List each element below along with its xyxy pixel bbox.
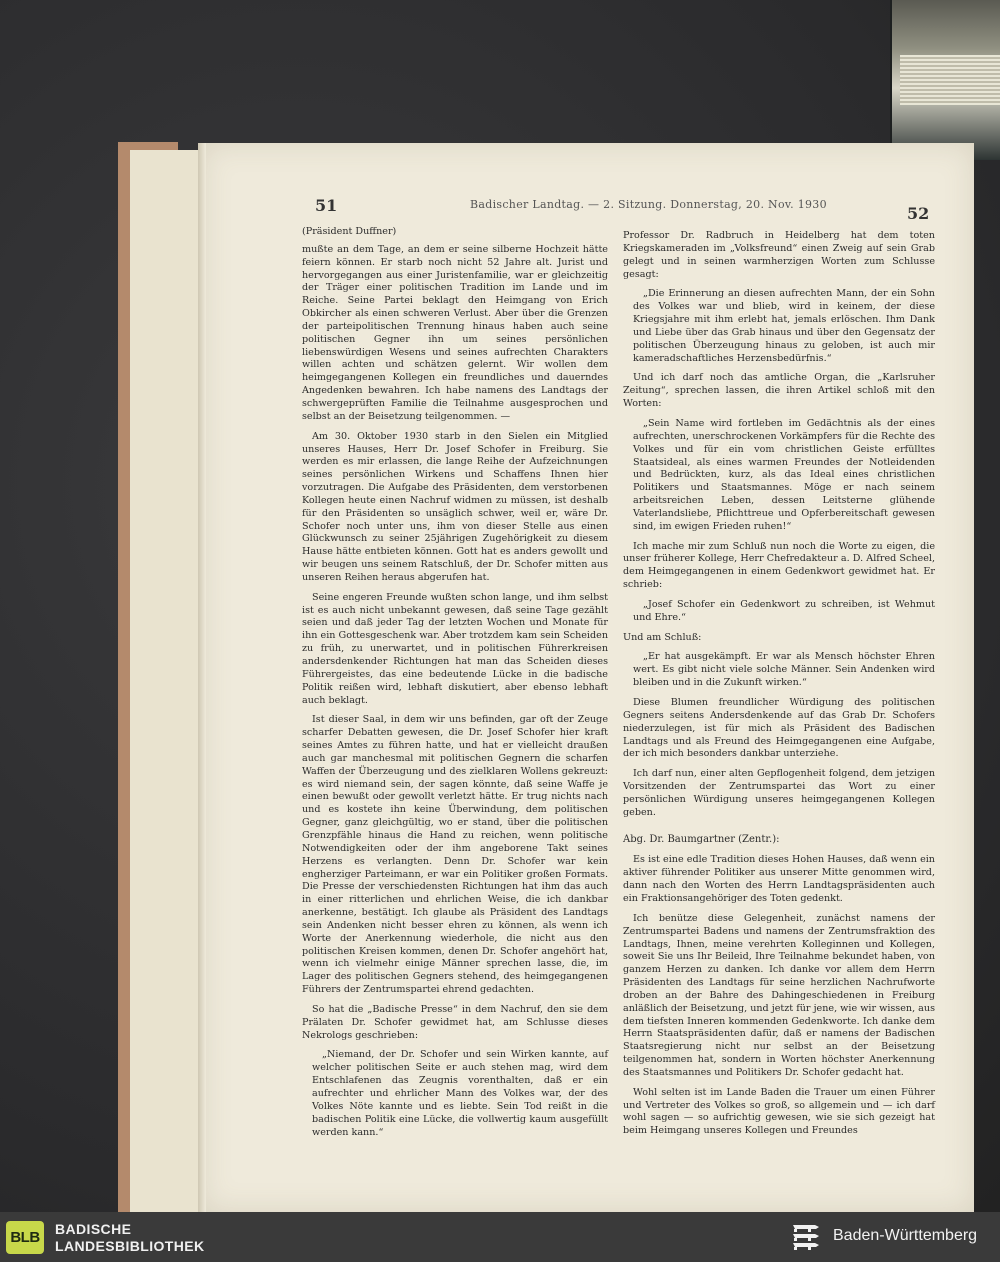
quotation: „Niemand, der Dr. Schofer und sein Wirken kannte, auf welcher politischen Seite er auch stehen mag, wird dem Entschlafenen das Zeugnis vorenthalten, daß er ein aufrechter und ehrlicher Mann des Volkes war, der des Volkes Nöte kannte und es liebte. Sein Tod reißt in die badischen Politik eine Lücke, die vollwertig kaum ausgefüllt werden kann.“ — [312, 1049, 608, 1138]
library-name-line1: BADISCHE — [55, 1221, 132, 1237]
paragraph: Ich benütze diese Gelegenheit, zunächst namens der Zentrumspartei Badens und namens der Zentrumsfraktion des Landtags, Ihnen, meine verehrten Kolleginnen und Kollegen, soweit Sie uns Ihr Beileid, Ihre Teilnahme bekundet haben, von ganzem Herzen zu danken. Ich danke vor allem dem Herrn Präsidenten des Landtags für seine herzlichen Nachrufworte droben an der Bahre des Dahingeschiedenen in Freiburg anläßlich der Beisetzung, und jetzt für jene, wie wir wissen, aus dem tiefsten Inneren kommenden Gedenkworte. Ich danke dem Herrn Staatspräsidenten dafür, daß er namens der Badischen Staatsregierung nicht nur selbst an der Beisetzung teilgenommen hat, sondern in Worten höchster Anerkennung des Staatsmannes und Politikers Dr. Schofer gedacht hat. — [623, 912, 936, 1078]
paragraph: Professor Dr. Radbruch in Heidelberg hat dem toten Kriegskameraden im „Volksfreund“ einen Zweig auf sein Grab gelegt und in seinen warmherzigen Worten zum Schlusse gesagt: — [623, 230, 935, 280]
paragraph: Ich mache mir zum Schluß nun noch die Worte zu eigen, die unser früherer Kollege, Herr Chefredakteur a. D. Alfred Scheel, dem Heimgegangenen in einem Gedenkwort gewidmet hat. Er schrieb: — [623, 540, 935, 591]
state-name[interactable]: Baden-Württemberg — [833, 1227, 978, 1244]
running-title: Badischer Landtag. — 2. Sitzung. Donnerstag, 20. Nov. 1930 — [470, 198, 827, 211]
footer-bar — [0, 1212, 1000, 1262]
page-gutter — [198, 143, 206, 1212]
quotation: „Josef Schofer ein Gedenkwort zu schreiben, ist Wehmut und Ehre.“ — [633, 598, 935, 623]
paragraph: Seine engeren Freunde wußten schon lange, und ihm selbst ist es auch nicht unbekannt gewesen, daß seine Tage gezählt seien und daß jeder Tag der letzten Wochen und Monate für ihn ein Gottesgeschenk war. Aber trotzdem kam sein Scheiden zu früh, zu unerwartet, und in politischen Führerkreisen andersdenkender Richtungen hat man das Scheiden dieses Führergeistes, das eine bedeutende Lücke in die badische Politik reißen wird, lebhaft diskutiert, aber ebenso lebhaft auch beklagt. — [302, 591, 608, 706]
paragraph: Und ich darf noch das amtliche Organ, die „Karlsruher Zeitung“, sprechen lassen, die ihren Artikel schloß mit den Worten: — [623, 372, 935, 410]
paragraph: Es ist eine edle Tradition dieses Hohen Hauses, daß wenn ein aktiver führender Politiker aus unserer Mitte genommen wird, dann nach den Worten des Herrn Landtagspräsidenten auch ein Fraktionsangehöriger des Toten gedenkt. — [623, 854, 935, 904]
three-lions-icon[interactable] — [790, 1222, 826, 1253]
quotation: „Sein Name wird fortleben im Gedächtnis als der eines aufrechten, unerschrockenen Vorkämpfers für die Rechte des Volkes und für ein vom christlichen Geiste erfülltes Staatsideal, als eines warmen Freundes der Notleidenden und Bedrückten, kurz, als das Ideal eines christlichen Politikers und Staatsmannes. Möge er nach seinem arbeitsreichen Leben, dessen Leitsterne glühende Vaterlandsliebe, Pflichttreue und Opferbereitschaft gewesen sind, im ewigen Frieden ruhen!“ — [633, 417, 935, 532]
paragraph: So hat die „Badische Presse“ in dem Nachruf, den sie dem Prälaten Dr. Schofer gewidmet hat, am Schlusse dieses Nekrologs geschrieben: — [302, 1003, 608, 1041]
library-name-line2: LANDESBIBLIOTHEK — [55, 1238, 205, 1254]
neighbor-book — [890, 0, 1000, 160]
page-stack-edge — [130, 150, 200, 1212]
quotation: „Die Erinnerung an diesen aufrechten Mann, der ein Sohn des Volkes war und blieb, wird in keinem, der diese Kriegsjahre mit ihm erlebt hat, jemals erlöschen. Ihm Dank und Liebe über das Grab hinaus und über den Gegensatz der politischen Überzeugung hinaus zu geloben, ist auch mir kameradschaftliches Herzensbedürfnis.“ — [633, 288, 935, 364]
paragraph: Ist dieser Saal, in dem wir uns befinden, gar oft der Zeuge scharfer Debatten gewesen, die Dr. Josef Schofer hier kraft seines Amtes zu führen hatte, und hat er vielleicht draußen auch gar manchesmal mit politischen Gegnern die scharfen Waffen der Überzeugung und des zielklaren Wollens gekreuzt: es wird niemand sein, der sagen könnte, daß seine Waffe je einen bewußt oder gewollt verletzt hätte. Er trug nichts nach und es kostete ihn keine Überwindung, dem politischen Gegner, ganz gleichgültig, wo er stand, über die politischen Grenzpfähle hinaus die Hand zu reichen, wenn politische Notwendigkeiten oder der ihm angeborene Takt seines Herzens es verlangten. Denn Dr. Schofer war kein engherziger Parteimann, er war ein Politiker großen Formats. Die Presse der verschiedensten Richtungen hat ihm das auch in einer ritterlichen und ehrlichen Weise, die ich dankbar anerkenne, bestätigt. Ich glaube als Präsident des Landtags sein Andenken nicht besser ehren zu können, als wenn ich Worte der Anerkennung wiederhole, die nicht aus den politischen Kreisen kommen, denen Dr. Schofer angehört hat, wenn ich vielmehr einige Männer sprechen lasse, die, im Lager des politischen Gegners stehend, des heimgegangenen Führers der Zentrumspartei ehrend gedachten. — [302, 714, 608, 996]
speaker-label: Abg. Dr. Baumgartner (Zentr.): — [623, 833, 780, 845]
right-text-column — [623, 230, 935, 1145]
speaker-header: (Präsident Duffner) — [302, 226, 397, 237]
quotation: „Er hat ausgekämpft. Er war als Mensch höchster Ehren wert. Es gibt nicht viele solche Männer. Sein Andenken wird bleiben und in die Zukunft wirken.“ — [633, 651, 935, 689]
paragraph: Ich darf nun, einer alten Gepflogenheit folgend, dem jetzigen Vorsitzenden der Zentrumspartei das Wort zu einer persönlichen Würdigung unseres heimgegangenen Kollegen geben. — [623, 768, 935, 818]
paragraph: Und am Schluß: — [623, 631, 702, 643]
paragraph: mußte an dem Tage, an dem er seine silberne Hochzeit hätte feiern können. Er starb noch nicht 52 Jahre alt. Jurist und hervorgegangen aus einer Juristenfamilie, war er gleichzeitig der Träger einer politischen Tradition im Lande und im Reiche. Seine Partei beklagt den Heimgang von Erich Obkircher als einen schweren Verlust. Aber über die Grenzen der parteipolitischen Trennung hinaus haben auch seine politischen Gegner ihn um seines persönlichen liebenswürdigen Wesens und seines aufrechten Charakters willen achten und schätzen gelernt. Wir wollen dem heimgegangenen Kollegen ein freundliches und dauerndes Angedenken bewahren. Ich habe namens des Landtags der schwergeprüften Familie die Teilnahme ausgesprochen und selbst an der Beisetzung teilgenommen. — — [302, 243, 608, 422]
blb-logo-icon[interactable]: BLB — [6, 1221, 44, 1254]
left-text-column — [302, 226, 608, 1146]
left-page-number: 51 — [315, 196, 338, 215]
right-page-number: 52 — [907, 204, 930, 223]
paragraph: Am 30. Oktober 1930 starb in den Sielen ein Mitglied unseres Hauses, Herr Dr. Josef Schofer in Freiburg. Sie werden es mir erlassen, die lange Reihe der Aufzeichnungen seines persönlichen Wirkens und Schaffens Ihnen hier vorzutragen. Die Aufgabe des Präsidenten, dem verstorbenen Kollegen heute einen Nachruf widmen zu müssen, ist deshalb für den Präsidenten so unsäglich schwer, weil er, wäre Dr. Schofer noch unter uns, ihm von dieser Stelle aus einen Glückwunsch zu seiner 25jährigen Zugehörigkeit zu diesem Hause hätte entbieten können. Gott hat es anders gewollt und wir beugen uns seinem Ratschluß, der Dr. Schofer mitten aus unseren Reihen heraus abgerufen hat. — [302, 430, 608, 583]
paragraph: Diese Blumen freundlicher Würdigung des politischen Gegners seitens Andersdenkende auf das Grab Dr. Schofers niederzulegen, ist für mich als Präsident des Badischen Landtags und als Freund des Heimgegangenen eine Aufgabe, der ich mich besonders dankbar unterziehe. — [623, 697, 935, 760]
running-header — [300, 196, 950, 223]
paragraph: Wohl selten ist im Lande Baden die Trauer um einen Führer und Vertreter des Volkes so groß, so allgemein und — ich darf wohl sagen — so aufrichtig gewesen, wie sie sich gezeigt hat beim Heimgang unseres Kollegen und Freundes — [623, 1086, 935, 1137]
library-name[interactable] — [55, 1221, 205, 1255]
